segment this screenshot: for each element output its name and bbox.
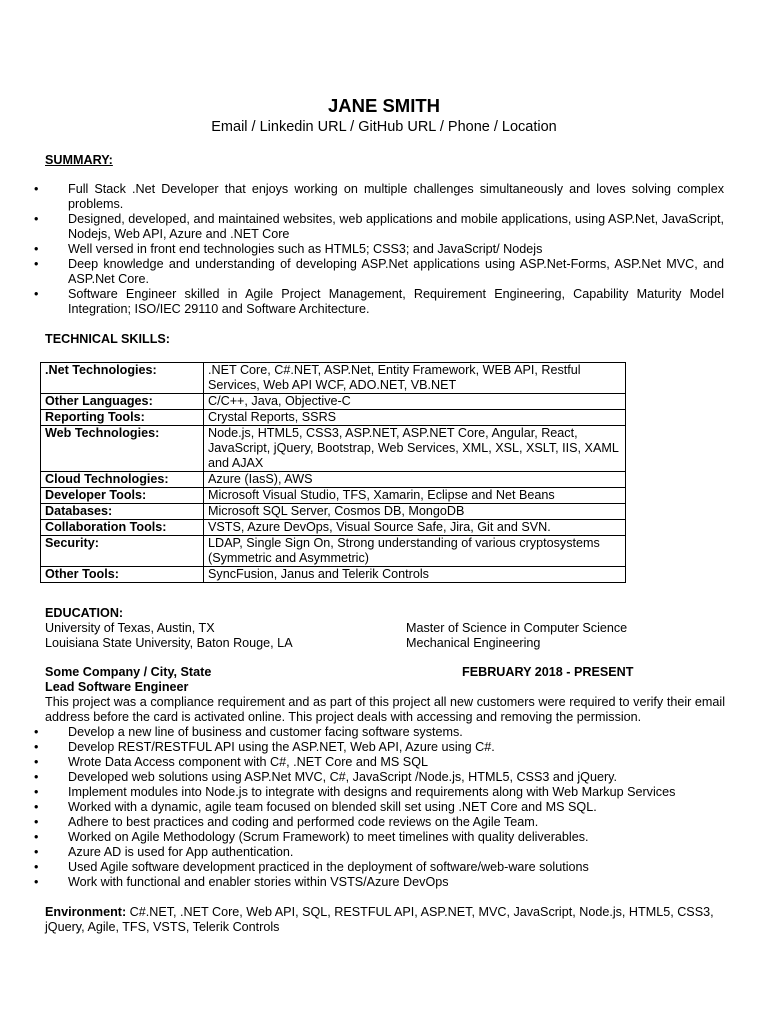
responsibility-item: • Developed web solutions using ASP.Net MVC, C#, JavaScript /Node.js, HTML5, CSS3 and jQuery. [34,770,729,785]
skill-label: Other Tools: [41,567,204,583]
skill-label: Developer Tools: [41,488,204,504]
candidate-name: JANE SMITH [327,95,441,116]
summary-item: • Full Stack .Net Developer that enjoys working on multiple challenges simultaneously and loves solving complex problems. [34,182,724,212]
responsibility-item: • Implement modules into Node.js to integrate with designs and requirements along with Web Markup Services [34,785,729,800]
education-entry [45,621,735,636]
degree: Mechanical Engineering [406,636,541,650]
skill-label: .Net Technologies: [41,363,204,394]
skill-label: Security: [41,536,204,567]
skill-value: Node.js, HTML5, CSS3, ASP.NET, ASP.NET Core, Angular, React, JavaScript, jQuery, Bootstrap, Web Services, XML, XSL, XSLT, IIS, XAML and AJAX [204,426,626,472]
summary-heading: SUMMARY: [45,153,113,167]
technical-skills-table [40,362,626,583]
environment [45,905,725,935]
table-row [41,536,626,567]
company: Some Company / City, State [45,665,212,679]
summary-item: • Deep knowledge and understanding of developing ASP.Net applications using ASP.Net-Forms, ASP.Net MVC, and ASP.Net Core. [34,257,724,287]
education-list [45,621,735,651]
summary-item: • Software Engineer skilled in Agile Project Management, Requirement Engineering, Capability Maturity Model Integration; ISO/IEC 29110 and Software Architecture. [34,287,724,317]
employment-dates: FEBRUARY 2018 - PRESENT [462,665,634,679]
contact-line: Email / Linkedin URL / GitHub URL / Phone / Location [211,119,557,135]
responsibility-item: • Azure AD is used for App authentication. [34,845,729,860]
technical-skills-heading: TECHNICAL SKILLS: [45,332,171,346]
responsibilities-list [34,725,729,890]
skill-value: Microsoft Visual Studio, TFS, Xamarin, Eclipse and Net Beans [204,488,626,504]
summary-item: • Well versed in front end technologies such as HTML5; CSS3; and JavaScript/ Nodejs [34,242,724,257]
responsibility-item: • Worked with a dynamic, agile team focused on blended skill set using .NET Core and MS SQL. [34,800,729,815]
skill-value: LDAP, Single Sign On, Strong understanding of various cryptosystems (Symmetric and Asymmetric) [204,536,626,567]
responsibility-item: • Used Agile software development practiced in the deployment of software/web-ware solutions [34,860,729,875]
responsibility-item: • Adhere to best practices and coding and performed code reviews on the Agile Team. [34,815,729,830]
table-row [41,488,626,504]
skill-value: C/C++, Java, Objective-C [204,394,626,410]
project-description: This project was a compliance requirement and as part of this project all new customers were required to verify their email address before the card is activated online. This project deals with accessing and removing the permission. [45,695,725,724]
table-row [41,520,626,536]
degree: Master of Science in Computer Science [406,621,628,635]
table-row [41,567,626,583]
table-row [41,504,626,520]
responsibility-item: • Work with functional and enabler stories within VSTS/Azure DevOps [34,875,729,890]
skill-label: Other Languages: [41,394,204,410]
skill-label: Reporting Tools: [41,410,204,426]
environment-value: C#.NET, .NET Core, Web API, SQL, RESTFUL API, ASP.NET, MVC, JavaScript, Node.js, HTML5, CSS3, jQuery, Agile, TFS, VSTS, Telerik Controls [45,905,714,934]
experience-header [45,665,735,695]
table-row [41,472,626,488]
responsibility-item: • Develop a new line of business and customer facing software systems. [34,725,729,740]
table-row [41,363,626,394]
skill-value: Microsoft SQL Server, Cosmos DB, MongoDB [204,504,626,520]
skill-value: Azure (IasS), AWS [204,472,626,488]
skill-label: Web Technologies: [41,426,204,472]
education-entry [45,636,735,651]
skill-value: .NET Core, C#.NET, ASP.Net, Entity Framework, WEB API, Restful Services, Web API WCF, ADO.NET, VB.NET [204,363,626,394]
school: University of Texas, Austin, TX [45,621,215,635]
education-heading: EDUCATION: [45,606,124,620]
table-row [41,426,626,472]
school: Louisiana State University, Baton Rouge, LA [45,636,293,650]
summary-list [34,182,724,317]
skill-value: SyncFusion, Janus and Telerik Controls [204,567,626,583]
environment-label: Environment: [45,905,127,919]
skill-label: Collaboration Tools: [41,520,204,536]
skill-label: Cloud Technologies: [41,472,204,488]
summary-item: • Designed, developed, and maintained websites, web applications and mobile applications, using ASP.Net, JavaScript, Nodejs, Web API, Azure and .NET Core [34,212,724,242]
responsibility-item: • Worked on Agile Methodology (Scrum Framework) to meet timelines with quality deliverables. [34,830,729,845]
skill-value: VSTS, Azure DevOps, Visual Source Safe, Jira, Git and SVN. [204,520,626,536]
responsibility-item: • Develop REST/RESTFUL API using the ASP.NET, Web API, Azure using C#. [34,740,729,755]
skill-value: Crystal Reports, SSRS [204,410,626,426]
table-row [41,410,626,426]
responsibility-item: • Wrote Data Access component with C#, .NET Core and MS SQL [34,755,729,770]
skill-label: Databases: [41,504,204,520]
job-title: Lead Software Engineer [45,680,189,694]
table-row [41,394,626,410]
